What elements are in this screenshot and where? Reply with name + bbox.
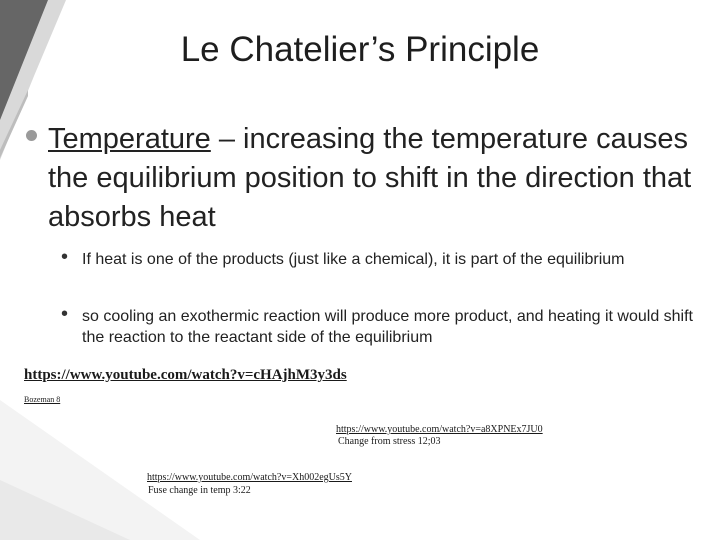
sub-bullet-text: so cooling an exothermic reaction will produce more product, and heating it would shift the reaction to the reactant side of the equilibrium [82, 308, 693, 346]
bullet-dot-icon [26, 130, 37, 141]
youtube-link-bozeman[interactable]: https://www.youtube.com/watch?v=cHAjhM3y3ds [24, 367, 347, 383]
sub-bullet-1 [61, 246, 711, 270]
sub-bullet-2 [61, 303, 711, 348]
link-note-bozeman[interactable]: Bozeman 8 [24, 395, 61, 404]
sub-bullet-text: If heat is one of the products (just like a chemical), it is part of the equilibrium [82, 251, 625, 268]
youtube-link-stress[interactable]: https://www.youtube.com/watch?v=a8XPNEx7JU0 [336, 424, 543, 435]
main-bullet-term: Temperature [48, 123, 211, 155]
sub-bullet-dot-icon: • [61, 303, 69, 325]
sub-bullet-dot-icon: • [61, 246, 69, 268]
youtube-link-temp[interactable]: https://www.youtube.com/watch?v=Xh002egUs5Y [147, 472, 352, 483]
main-bullet-body: – increasing the temperature causes the equilibrium position to shift in the direction that absorbs heat [48, 123, 692, 233]
main-bullet-text [48, 120, 706, 237]
link-note-stress: Change from stress 12;03 [338, 436, 441, 447]
link-note-temp: Fuse change in temp 3:22 [148, 485, 251, 496]
slide-title: Le Chatelier’s Principle [180, 30, 540, 69]
main-bullet [26, 120, 706, 237]
